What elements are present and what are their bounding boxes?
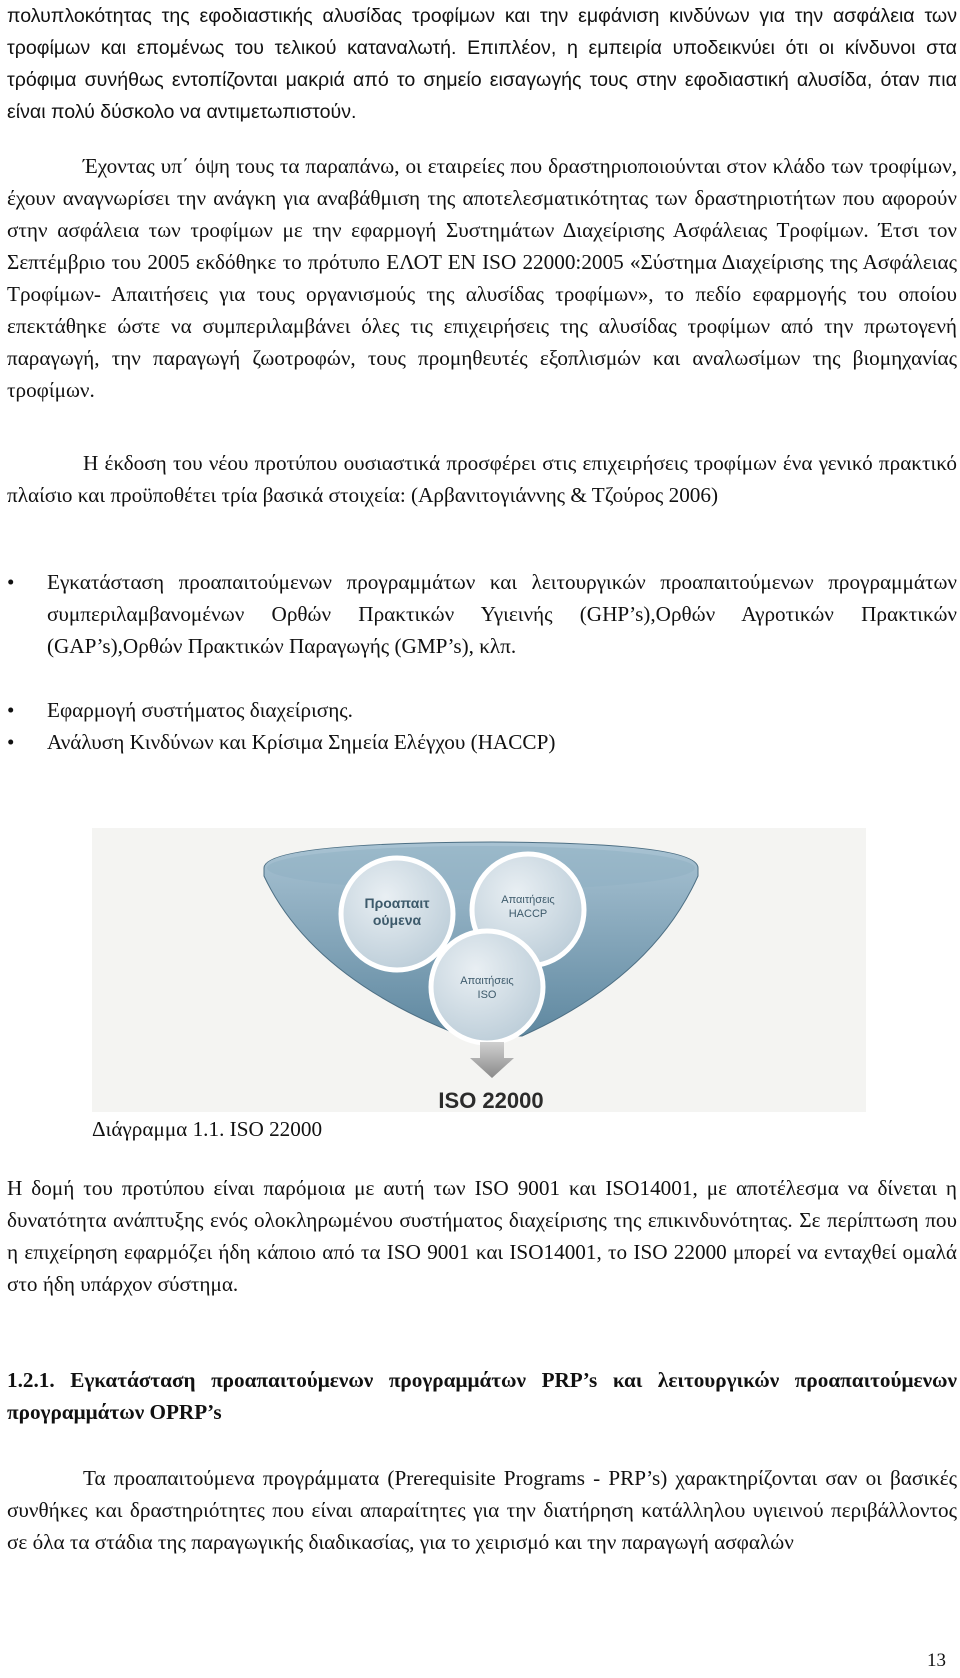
paragraph-new-standard: [7, 447, 957, 511]
paragraph-prp-text: Τα προαπαιτούμενα προγράμματα (Prerequisite Programs - PRP’s) χαρακτηρίζονται σαν οι βασικές συνθήκες και δραστηριότητες που είναι απαραίτητες για την διατήρηση κατάλληλου υγιεινού περιβάλλοντος σε όλα τα στάδια της παραγωγικής διαδικασίας, για το χειρισμό και την παραγωγή ασφαλών: [7, 1466, 957, 1554]
down-arrow-icon: [470, 1042, 514, 1078]
circle-iso-line2: ISO: [477, 989, 497, 1001]
circle-iso: [431, 931, 543, 1043]
iso-22000-label: ISO 22000: [438, 1088, 544, 1112]
section-heading: 1.2.1. Εγκατάσταση προαπαιτούμενων προγραμμάτων PRP’s και λειτουργικών προαπαιτούμενων προγραμμάτων OPRP’s: [7, 1368, 957, 1424]
circle-prerequisites-line2: ούμενα: [372, 912, 422, 928]
bullet-text: Εφαρμογή συστήματος διαχείρισης.: [47, 698, 353, 722]
bullet-symbol: •: [7, 730, 15, 754]
circle-prerequisites-line1: Προαπαιτ: [364, 895, 430, 911]
bullet-symbol: •: [7, 698, 15, 722]
bullet-text: Ανάλυση Κινδύνων και Κρίσιμα Σημεία Ελέγχου (HACCP): [47, 730, 556, 754]
paragraph-prp: [7, 1462, 957, 1558]
paragraph-new-standard-text: Η έκδοση του νέου προτύπου ουσιαστικά προσφέρει στις επιχειρήσεις τροφίμων ένα γενικό πρακτικό πλαίσιο και προϋποθέτει τρία βασικά στοιχεία: (Αρβανιτογιάννης & Τζούρος 2006): [7, 451, 957, 507]
bullet-item-3: [7, 726, 957, 758]
bullet-item-1: [7, 566, 957, 662]
circle-haccp-line2: HACCP: [508, 908, 548, 920]
intro-paragraph: πολυπλοκότητας της εφοδιαστικής αλυσίδας τροφίμων και την εμφάνιση κινδύνων για την ασφάλεια των τροφίμων και επομένως του τελικού καταναλωτή. Επιπλέον, η εμπειρία υποδεικνύει ότι οι κίνδυνοι στα τρόφιμα συνήθως εντοπίζονται μακριά από το σημείο εισαγωγής τους στην εφοδιαστική αλυσίδα, όταν πια είναι πολύ δύσκολο να αντιμετωπιστούν.: [7, 5, 957, 123]
paragraph-structure: Η δομή του προτύπου είναι παρόμοια με αυτή των ISO 9001 και ISO14001, με αποτέλεσμα να δίνεται η δυνατότητα ανάπτυξης ενός ολοκληρωμένου συστήματος διαχείρισης της επικινδυνότητας. Σε περίπτωση που η επιχείρηση εφαρμόζει ήδη κάποιο από τα ISO 9001 και ISO14001, το ISO 22000 μπορεί να ενταχθεί ομαλά στο ήδη υπάρχον σύστημα.: [7, 1176, 957, 1296]
circle-iso-line1: Απαιτήσεις: [460, 975, 514, 987]
bullet-text: Εγκατάσταση προαπαιτούμενων προγραμμάτων και λειτουργικών προαπαιτούμενων προγραμμάτων συμπεριλαμβανομένων Ορθών Πρακτικών Υγιεινής (GHP’s),Ορθών Αγροτικών Πρακτικών (GAP’s),Ορθών Πρακτικών Παραγωγής (GMP’s), κλπ.: [47, 570, 957, 658]
iso22000-diagram: [92, 828, 866, 1112]
page-number: 13: [927, 1650, 946, 1671]
bullet-item-2: [7, 694, 957, 726]
figure-caption: Διάγραμμα 1.1. ISO 22000: [92, 1117, 323, 1141]
paragraph-companies-text: Έχοντας υπ΄ όψη τους τα παραπάνω, οι εταιρείες που δραστηριοποιούνται στον κλάδο των τροφίμων, έχουν αναγνωρίσει την ανάγκη για αναβάθμιση της αποτελεσματικότητας των δραστηριοτήτων που αφορούν στην ασφάλεια των τροφίμων με την εφαρμογή Συστημάτων Διαχείρισης Ασφάλειας Τροφίμων. Έτσι τον Σεπτέμβριο του 2005 εκδόθηκε το πρότυπο ΕΛΟΤ ΕΝ ISO 22000:2005 «Σύστημα Διαχείρισης της Ασφάλειας Τροφίμων- Απαιτήσεις για τους οργανισμούς της αλυσίδας τροφίμων», το πεδίο εφαρμογής του οποίου επεκτάθηκε ώστε να συμπεριλαμβάνει όλες τις επιχειρήσεις της αλυσίδας τροφίμων από την πρωτογενή παραγωγή, την παραγωγή ζωοτροφών, τους προμηθευτές εξοπλισμών και αναλωσίμων της βιομηχανίας τροφίμων.: [7, 154, 957, 402]
iso22000-diagram-svg: [92, 828, 866, 1112]
paragraph-companies: [7, 150, 957, 406]
circle-haccp-line1: Απαιτήσεις: [501, 894, 555, 906]
bullet-symbol: •: [7, 570, 15, 594]
